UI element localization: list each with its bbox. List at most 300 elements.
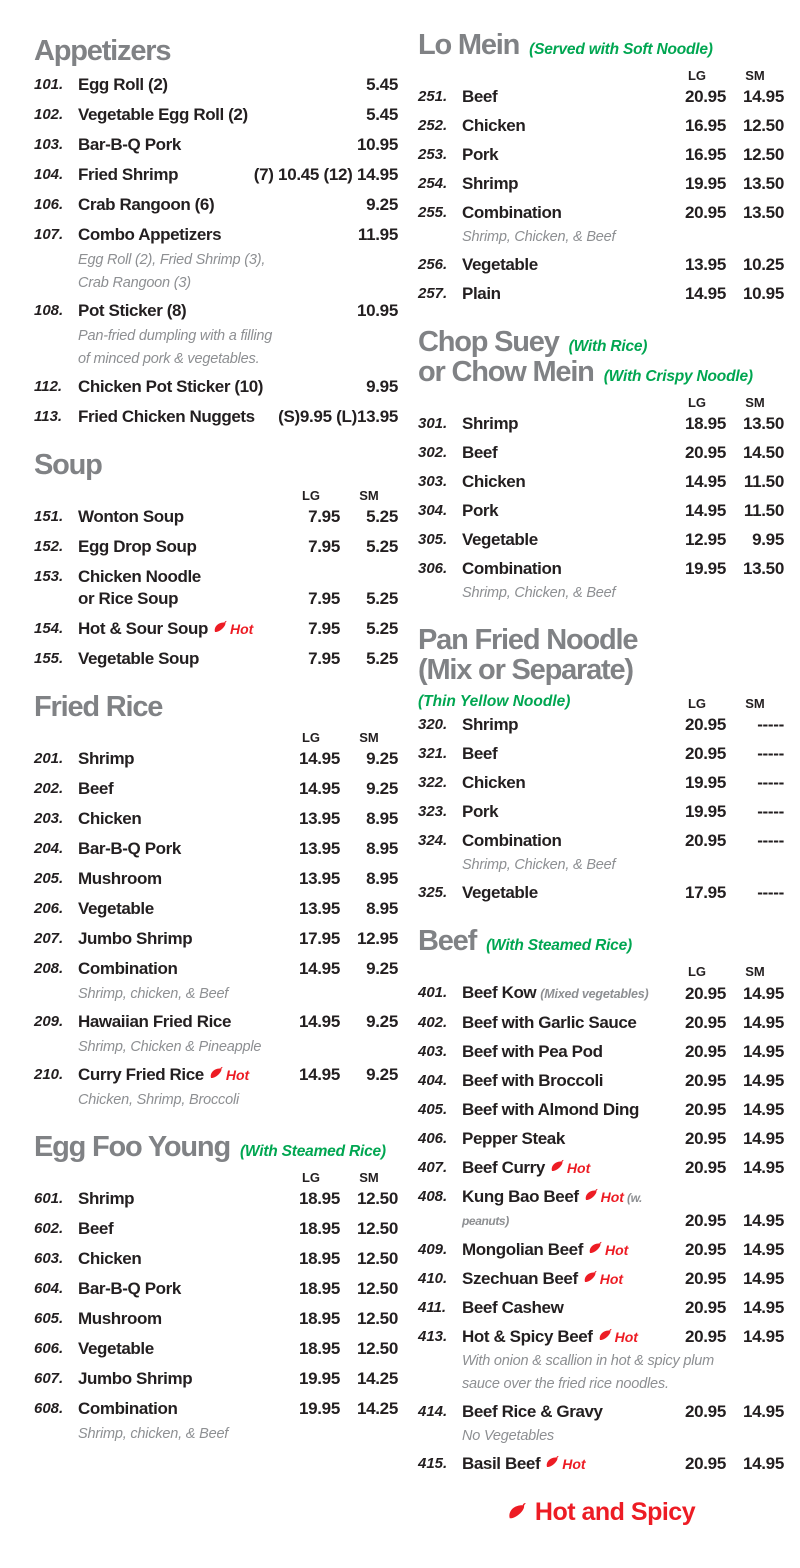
item-price-lg: 13.95 bbox=[298, 809, 340, 828]
menu-item-row bbox=[34, 566, 398, 610]
item-price-lg: 18.95 bbox=[298, 1219, 340, 1238]
item-price: (S)9.95 (L)13.95 bbox=[278, 407, 398, 426]
item-number: 411. bbox=[418, 1299, 447, 1316]
item-name-text: Beef Kow bbox=[462, 983, 537, 1002]
item-number: 407. bbox=[418, 1159, 448, 1176]
item-price-lg: 7.95 bbox=[308, 619, 340, 638]
item-name-text: Pork bbox=[462, 145, 499, 164]
item-name bbox=[78, 406, 278, 428]
item-name bbox=[462, 529, 668, 551]
menu-column-left bbox=[34, 36, 398, 1466]
item-number: 151. bbox=[34, 508, 64, 525]
size-header-row bbox=[34, 730, 398, 745]
item-name-text: Beef bbox=[78, 779, 114, 798]
item-price-lg: 14.95 bbox=[684, 472, 726, 491]
item-name bbox=[78, 1368, 282, 1390]
item-name bbox=[78, 868, 282, 890]
item-price-sm: 14.95 bbox=[742, 1327, 784, 1346]
item-name-note: (Mixed vegetables) bbox=[540, 987, 649, 1001]
menu-item-row bbox=[34, 224, 398, 246]
size-header-row bbox=[34, 1170, 398, 1185]
item-price-sm: 12.50 bbox=[356, 1279, 398, 1298]
item-number: 201. bbox=[34, 750, 64, 767]
item-price-lg: 18.95 bbox=[684, 414, 726, 433]
item-price-sm: 9.25 bbox=[366, 1012, 398, 1031]
item-name-text: Crab Rangoon (6) bbox=[78, 195, 215, 214]
size-header-lg: LG bbox=[301, 488, 321, 503]
menu-item-row bbox=[34, 808, 398, 830]
chili-icon bbox=[550, 1157, 566, 1179]
item-price-sm: ----- bbox=[757, 773, 784, 792]
section-note: (With Crispy Noodle) bbox=[603, 368, 753, 385]
item-name-text: Combination bbox=[78, 959, 178, 978]
menu-item-row bbox=[418, 442, 784, 464]
item-name-text: Mongolian Beef bbox=[462, 1240, 583, 1259]
item-price-lg: 20.95 bbox=[684, 1071, 726, 1090]
item-name bbox=[462, 558, 668, 580]
item-name-text: Mushroom bbox=[78, 1309, 162, 1328]
item-name bbox=[462, 413, 668, 435]
menu-item-row bbox=[34, 506, 398, 528]
item-description: Shrimp, Chicken, & Beef bbox=[462, 229, 616, 245]
item-name-text: Beef Cashew bbox=[462, 1298, 564, 1317]
section-title bbox=[418, 926, 784, 956]
item-name bbox=[462, 1297, 668, 1319]
item-name-text: Shrimp bbox=[462, 715, 519, 734]
item-price-sm: 9.25 bbox=[366, 1065, 398, 1084]
item-name-text: Beef Curry bbox=[462, 1158, 545, 1177]
chili-icon bbox=[598, 1326, 614, 1348]
item-name-text: Curry Fried Rice bbox=[78, 1065, 204, 1084]
item-number: 103. bbox=[34, 136, 64, 153]
menu-item-row bbox=[34, 1188, 398, 1210]
item-price-lg: 20.95 bbox=[684, 1240, 726, 1259]
item-name-text: Pepper Steak bbox=[462, 1129, 565, 1148]
item-price-sm: 13.50 bbox=[742, 559, 784, 578]
item-description: Crab Rangoon (3) bbox=[78, 275, 191, 291]
item-price-sm: 14.25 bbox=[356, 1369, 398, 1388]
menu-item-row bbox=[34, 300, 398, 322]
item-number: 602. bbox=[34, 1220, 64, 1237]
item-price-lg: 13.95 bbox=[298, 869, 340, 888]
item-name bbox=[78, 1064, 282, 1086]
item-price-sm: 14.95 bbox=[742, 87, 784, 106]
item-price-lg: 14.95 bbox=[298, 779, 340, 798]
menu-item-row bbox=[34, 104, 398, 126]
item-price-sm: 8.95 bbox=[366, 809, 398, 828]
item-name bbox=[78, 224, 358, 246]
item-price-sm: 8.95 bbox=[366, 839, 398, 858]
chili-icon bbox=[583, 1268, 599, 1290]
menu-item-row bbox=[418, 115, 784, 137]
section-title-text: (Mix or Separate) bbox=[418, 654, 633, 686]
section-title bbox=[418, 655, 784, 685]
menu-section bbox=[34, 1132, 398, 1444]
menu-item-row bbox=[34, 1398, 398, 1420]
item-name-text: Bar-B-Q Pork bbox=[78, 135, 181, 154]
item-price-lg: 7.95 bbox=[308, 589, 340, 608]
hot-label: Hot bbox=[562, 1456, 586, 1472]
section-title bbox=[418, 625, 784, 655]
item-price-sm: 5.25 bbox=[366, 649, 398, 668]
item-price-lg: 13.95 bbox=[684, 255, 726, 274]
item-price-lg: 20.95 bbox=[684, 1298, 726, 1317]
hot-badge bbox=[213, 618, 253, 640]
menu-item-row bbox=[34, 928, 398, 950]
item-price: 5.45 bbox=[366, 105, 398, 124]
item-price: 5.45 bbox=[366, 75, 398, 94]
item-price-lg: 18.95 bbox=[298, 1309, 340, 1328]
item-price-sm: 5.25 bbox=[366, 589, 398, 608]
size-header-row bbox=[34, 488, 398, 503]
item-number: 401. bbox=[418, 984, 448, 1001]
item-number: 104. bbox=[34, 166, 64, 183]
item-price-lg: 20.95 bbox=[684, 1327, 726, 1346]
item-name bbox=[78, 376, 366, 398]
hot-label: Hot bbox=[604, 1242, 629, 1258]
item-price-lg: 14.95 bbox=[298, 959, 340, 978]
item-number: 606. bbox=[34, 1340, 64, 1357]
menu-item-row bbox=[418, 1070, 784, 1092]
hot-badge bbox=[588, 1239, 628, 1261]
item-number: 601. bbox=[34, 1190, 64, 1207]
item-price-sm: 12.50 bbox=[742, 145, 784, 164]
hot-badge bbox=[209, 1064, 249, 1086]
item-name-text: Fried Shrimp bbox=[78, 165, 179, 184]
item-name-text: Beef with Garlic Sauce bbox=[462, 1013, 637, 1032]
menu-item-row bbox=[34, 1064, 398, 1086]
hot-label: Hot bbox=[229, 621, 254, 637]
item-number: 414. bbox=[418, 1403, 448, 1420]
menu-item-row bbox=[418, 1012, 784, 1034]
menu-item-row bbox=[418, 86, 784, 108]
item-description: Chicken, Shrimp, Broccoli bbox=[78, 1092, 239, 1108]
item-price-lg: 20.95 bbox=[684, 984, 726, 1003]
menu-item-row bbox=[418, 1401, 784, 1423]
menu-item-row bbox=[418, 1041, 784, 1063]
item-name-text: Basil Beef bbox=[462, 1454, 541, 1473]
section-header bbox=[34, 450, 398, 480]
item-name bbox=[462, 173, 668, 195]
section-title-text: Fried Rice bbox=[34, 691, 163, 723]
menu-item-row bbox=[34, 838, 398, 860]
item-name bbox=[78, 1278, 282, 1300]
item-description: sauce over the fried rice noodles. bbox=[462, 1376, 669, 1392]
hot-badge bbox=[598, 1326, 638, 1348]
size-header-lg: LG bbox=[301, 1170, 321, 1185]
item-price-sm: 13.50 bbox=[742, 203, 784, 222]
item-name-text: Chicken bbox=[462, 773, 526, 792]
item-name-text: Pork bbox=[462, 802, 499, 821]
menu-item-row bbox=[418, 173, 784, 195]
item-price: 10.95 bbox=[356, 301, 398, 320]
item-price-sm: 14.95 bbox=[742, 1454, 784, 1473]
item-name bbox=[462, 982, 668, 1005]
item-name-text: Combination bbox=[462, 831, 562, 850]
item-price-lg: 20.95 bbox=[684, 1269, 726, 1288]
menu-item-row bbox=[418, 772, 784, 794]
item-name-text: Beef bbox=[78, 1219, 114, 1238]
item-name bbox=[462, 1326, 668, 1348]
menu-section bbox=[418, 30, 784, 305]
item-name-text: Vegetable bbox=[462, 883, 538, 902]
item-price-lg: 19.95 bbox=[298, 1369, 340, 1388]
menu-item-row bbox=[418, 830, 784, 852]
item-price-sm: 9.25 bbox=[366, 749, 398, 768]
item-name bbox=[78, 838, 282, 860]
item-price-sm: ----- bbox=[757, 744, 784, 763]
item-price-lg: 20.95 bbox=[684, 1454, 726, 1473]
item-price-lg: 17.95 bbox=[298, 929, 340, 948]
menu-section bbox=[34, 692, 398, 1110]
item-number: 322. bbox=[418, 774, 448, 791]
item-name-text: Plain bbox=[462, 284, 501, 303]
size-header-lg: LG bbox=[687, 68, 707, 83]
item-name bbox=[462, 202, 668, 224]
menu-item-row bbox=[418, 283, 784, 305]
item-number: 210. bbox=[34, 1066, 64, 1083]
item-number: 415. bbox=[418, 1455, 448, 1472]
item-number: 253. bbox=[418, 146, 448, 163]
chili-icon bbox=[507, 1499, 535, 1526]
item-price-sm: ----- bbox=[757, 883, 784, 902]
item-number: 608. bbox=[34, 1400, 64, 1417]
menu-item-row bbox=[34, 194, 398, 216]
item-number: 252. bbox=[418, 117, 448, 134]
item-price-lg: 20.95 bbox=[684, 87, 726, 106]
item-name-text: Vegetable bbox=[462, 530, 538, 549]
item-name bbox=[462, 1157, 668, 1179]
item-name bbox=[462, 882, 668, 904]
size-header-row bbox=[418, 693, 784, 711]
item-number: 323. bbox=[418, 803, 448, 820]
menu-item-row bbox=[34, 1368, 398, 1390]
item-price: 9.25 bbox=[366, 195, 398, 214]
item-number: 404. bbox=[418, 1072, 448, 1089]
item-name-text: Shrimp bbox=[78, 749, 135, 768]
hot-and-spicy-label: Hot and Spicy bbox=[534, 1498, 696, 1526]
section-header bbox=[418, 327, 784, 387]
menu-item-row bbox=[418, 1157, 784, 1179]
item-name bbox=[462, 1099, 668, 1121]
hot-badge bbox=[583, 1268, 623, 1290]
menu-item-row bbox=[418, 529, 784, 551]
item-name bbox=[78, 1398, 282, 1420]
item-number: 255. bbox=[418, 204, 448, 221]
item-number: 305. bbox=[418, 531, 448, 548]
menu-item-row bbox=[418, 743, 784, 765]
item-price-sm: 10.25 bbox=[742, 255, 784, 274]
item-number: 256. bbox=[418, 256, 448, 273]
item-name bbox=[78, 194, 366, 216]
item-name-text: Shrimp bbox=[462, 414, 519, 433]
item-price-lg: 20.95 bbox=[684, 1402, 726, 1421]
item-price-lg: 20.95 bbox=[684, 443, 726, 462]
item-name bbox=[78, 1248, 282, 1270]
item-name-text: Hot & Sour Soup bbox=[78, 619, 208, 638]
item-name-text: Beef bbox=[462, 87, 498, 106]
item-name-text: Fried Chicken Nuggets bbox=[78, 407, 255, 426]
item-number: 301. bbox=[418, 415, 448, 432]
item-name-text: Vegetable Egg Roll (2) bbox=[78, 105, 248, 124]
item-price: 11.95 bbox=[357, 225, 398, 244]
item-price-sm: 14.95 bbox=[742, 1100, 784, 1119]
menu-item-row bbox=[34, 778, 398, 800]
item-price-lg: 7.95 bbox=[308, 507, 340, 526]
item-name-text: Vegetable bbox=[78, 899, 154, 918]
item-description: Egg Roll (2), Fried Shrimp (3), bbox=[78, 252, 266, 268]
size-header-sm: SM bbox=[359, 488, 379, 503]
item-name-line: Chicken Noodle bbox=[78, 567, 201, 586]
item-name-text: Shrimp bbox=[78, 1189, 135, 1208]
item-name bbox=[78, 898, 282, 920]
hot-badge bbox=[584, 1186, 624, 1208]
item-name bbox=[462, 144, 668, 166]
size-header-sm: SM bbox=[745, 395, 765, 410]
item-price-sm: 12.50 bbox=[356, 1309, 398, 1328]
item-price-lg: 16.95 bbox=[684, 116, 726, 135]
item-name-text: Egg Roll (2) bbox=[78, 75, 168, 94]
item-number: 306. bbox=[418, 560, 448, 577]
item-description: Shrimp, Chicken, & Beef bbox=[462, 857, 616, 873]
menu-item-row bbox=[418, 801, 784, 823]
item-number: 209. bbox=[34, 1013, 64, 1030]
item-name-text: Combination bbox=[462, 203, 562, 222]
section-note-below: (Thin Yellow Noodle) bbox=[418, 693, 571, 710]
item-price-lg: 18.95 bbox=[298, 1249, 340, 1268]
item-name bbox=[462, 1041, 668, 1063]
section-header bbox=[34, 1132, 398, 1162]
section-header bbox=[418, 625, 784, 685]
menu-item-row bbox=[34, 1338, 398, 1360]
item-name-text: Vegetable bbox=[462, 255, 538, 274]
item-name bbox=[78, 1011, 282, 1033]
item-name bbox=[78, 164, 254, 186]
section-title-text: or Chow Mein bbox=[418, 356, 594, 388]
item-description: Shrimp, Chicken & Pineapple bbox=[78, 1039, 262, 1055]
item-name-text: Beef bbox=[462, 744, 498, 763]
item-price-sm: 5.25 bbox=[366, 537, 398, 556]
item-price-lg: 18.95 bbox=[298, 1189, 340, 1208]
item-price-sm: 12.95 bbox=[356, 929, 398, 948]
section-title-text: Appetizers bbox=[34, 35, 171, 67]
item-number: 208. bbox=[34, 960, 64, 977]
item-price-sm: ----- bbox=[757, 831, 784, 850]
item-price-sm: 14.50 bbox=[742, 443, 784, 462]
item-number: 153. bbox=[34, 568, 64, 585]
item-name bbox=[78, 74, 366, 96]
item-name-text: Bar-B-Q Pork bbox=[78, 1279, 181, 1298]
hot-badge bbox=[545, 1453, 585, 1475]
item-name-text: Beef with Almond Ding bbox=[462, 1100, 640, 1119]
item-price-lg: 18.95 bbox=[298, 1279, 340, 1298]
item-number: 251. bbox=[418, 88, 448, 105]
item-price-lg: 7.95 bbox=[308, 649, 340, 668]
item-name bbox=[462, 1012, 668, 1034]
item-price-sm: 14.95 bbox=[742, 1240, 784, 1259]
item-name bbox=[462, 1070, 668, 1092]
item-price-sm: 5.25 bbox=[366, 619, 398, 638]
item-number: 410. bbox=[418, 1270, 448, 1287]
item-price-sm: 11.50 bbox=[743, 472, 784, 491]
chili-icon bbox=[584, 1186, 600, 1208]
menu-item-row bbox=[34, 1308, 398, 1330]
item-price-sm: 5.25 bbox=[366, 507, 398, 526]
section-header bbox=[418, 926, 784, 956]
item-price-lg: 20.95 bbox=[684, 1158, 726, 1177]
menu-item-row bbox=[418, 500, 784, 522]
item-price-lg: 20.95 bbox=[684, 831, 726, 850]
menu-item-row bbox=[418, 1326, 784, 1348]
item-price-sm: 14.95 bbox=[742, 1013, 784, 1032]
item-name bbox=[462, 772, 668, 794]
section-title bbox=[34, 36, 398, 66]
chili-icon bbox=[213, 618, 229, 640]
item-number: 604. bbox=[34, 1280, 64, 1297]
item-price-lg: 17.95 bbox=[684, 883, 726, 902]
item-name-text: Chicken bbox=[462, 472, 526, 491]
item-name bbox=[78, 134, 357, 156]
item-name bbox=[78, 958, 282, 980]
item-name bbox=[462, 1239, 668, 1261]
item-number: 325. bbox=[418, 884, 448, 901]
item-price-lg: 20.95 bbox=[684, 1042, 726, 1061]
menu-item-row bbox=[34, 1248, 398, 1270]
menu-item-row bbox=[34, 618, 398, 640]
item-number: 321. bbox=[418, 745, 448, 762]
item-price-sm: 12.50 bbox=[742, 116, 784, 135]
item-price-sm: 14.95 bbox=[742, 1129, 784, 1148]
item-price-sm: 12.50 bbox=[356, 1249, 398, 1268]
menu-item-row bbox=[418, 1297, 784, 1319]
menu-item-row bbox=[418, 413, 784, 435]
menu-item-row bbox=[34, 1218, 398, 1240]
size-header-sm: SM bbox=[745, 68, 765, 83]
item-price-sm: ----- bbox=[757, 715, 784, 734]
item-number: 204. bbox=[34, 840, 64, 857]
size-header-row bbox=[418, 68, 784, 83]
item-number: 203. bbox=[34, 810, 64, 827]
section-title-text: Soup bbox=[34, 449, 102, 481]
item-number: 107. bbox=[34, 226, 64, 243]
section-header bbox=[418, 30, 784, 60]
item-price-sm: 8.95 bbox=[366, 899, 398, 918]
item-number: 605. bbox=[34, 1310, 64, 1327]
menu-item-row bbox=[34, 958, 398, 980]
menu-item-row bbox=[418, 882, 784, 904]
item-name-text: Chicken bbox=[78, 1249, 142, 1268]
menu-section bbox=[418, 327, 784, 603]
menu-item-row bbox=[34, 1278, 398, 1300]
section-title-text: Chop Suey bbox=[418, 326, 559, 358]
item-name-text: Wonton Soup bbox=[78, 507, 184, 526]
menu-item-row bbox=[34, 648, 398, 670]
section-title bbox=[418, 327, 784, 357]
section-title bbox=[418, 30, 784, 60]
section-note: (With Rice) bbox=[568, 338, 648, 355]
item-price-sm: 14.95 bbox=[742, 1042, 784, 1061]
item-name bbox=[462, 1453, 668, 1475]
item-price-sm: 12.50 bbox=[356, 1189, 398, 1208]
menu-item-row bbox=[34, 406, 398, 428]
item-name bbox=[78, 808, 282, 830]
item-number: 302. bbox=[418, 444, 448, 461]
item-price-sm: 9.95 bbox=[752, 530, 784, 549]
item-price-lg: 14.95 bbox=[298, 1012, 340, 1031]
chili-icon bbox=[588, 1239, 604, 1261]
section-note: (With Steamed Rice) bbox=[486, 937, 632, 954]
item-name bbox=[462, 1128, 668, 1150]
